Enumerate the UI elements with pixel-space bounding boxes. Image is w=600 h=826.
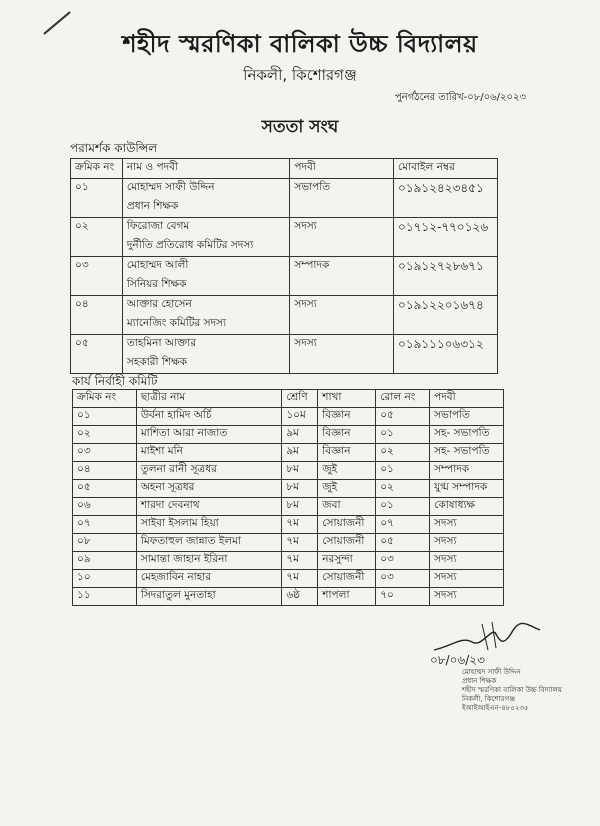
stamp-line: ইআইআইএন-৪৮৫২৩৫ — [462, 704, 529, 712]
cls-cell: ৮ম — [282, 462, 318, 480]
cls-cell: ৯ম — [282, 426, 318, 444]
mobile-cell-text: ০১৯১১১০৬৩১২ — [398, 337, 484, 351]
serial-cell-text: ০৫ — [75, 337, 89, 349]
role-cell-text: সদস্য — [294, 337, 317, 349]
table-row — [73, 408, 504, 426]
table-row — [73, 588, 504, 606]
designation-text: ম্যানেজিং কমিটির সদস্য — [126, 317, 227, 329]
sl-cell: ১১ — [73, 588, 137, 606]
sl-cell: ০২ — [73, 426, 137, 444]
designation-text: সিনিয়র শিক্ষক — [126, 278, 187, 290]
sec-cell: শাপলা — [318, 588, 376, 606]
name-cell — [122, 218, 289, 257]
school-address: নিকলী, কিশোরগঞ্জ — [243, 66, 357, 84]
role-cell — [290, 335, 394, 374]
role-cell: সহ- সভাপতি — [430, 444, 504, 462]
serial-cell-text: ০৪ — [75, 298, 89, 310]
cls-cell: ৭ম — [282, 516, 318, 534]
table-row — [73, 570, 504, 588]
name-cell: উর্বনা হামিদ অর্চি — [136, 408, 281, 426]
sl-cell: ০৭ — [73, 516, 137, 534]
cls-cell: ৮ম — [282, 498, 318, 516]
sec-cell: সোয়াজনী — [318, 570, 376, 588]
sec-cell: জুই — [318, 462, 376, 480]
cls-cell: ৭ম — [282, 534, 318, 552]
role-cell — [290, 257, 394, 296]
table-row — [71, 179, 498, 218]
serial-cell-text: ০২ — [75, 220, 89, 232]
table-header-row — [71, 159, 498, 179]
sec-cell: জুই — [318, 480, 376, 498]
role-cell — [290, 296, 394, 335]
col-header: পদবী — [430, 390, 504, 408]
signature-date: ০৮/০৬/২৩ — [430, 653, 485, 667]
table-row — [73, 462, 504, 480]
roll-cell: ০৩ — [376, 570, 430, 588]
serial-cell — [71, 257, 123, 296]
table-row — [71, 257, 498, 296]
mobile-cell — [394, 179, 498, 218]
roll-cell: ০১ — [376, 426, 430, 444]
sec-cell: সোয়াজনী — [318, 534, 376, 552]
table-header-row — [73, 390, 504, 408]
name-cell: সাইবা ইসলাম হিয়া — [136, 516, 281, 534]
name-cell-text: মোহাম্মদ আলী — [126, 259, 189, 271]
roll-cell: ০৫ — [376, 408, 430, 426]
name-cell: সামান্তা জাহান ইরিনা — [136, 552, 281, 570]
table-row — [73, 426, 504, 444]
cls-cell: ১০ম — [282, 408, 318, 426]
role-cell-text: সদস্য — [294, 220, 317, 232]
name-cell: মেহজাবিন নাহার — [136, 570, 281, 588]
role-cell: সদস্য — [430, 516, 504, 534]
sec-cell: বিজ্ঞান — [318, 408, 376, 426]
col-header: শাখা — [318, 390, 376, 408]
sec-cell: জবা — [318, 498, 376, 516]
mobile-cell — [394, 296, 498, 335]
col-header: নাম ও পদবী — [122, 159, 289, 179]
table-row — [73, 534, 504, 552]
reformed-date: পুনর্গঠনের তারিখ-০৮/০৬/২০২৩ — [394, 92, 526, 103]
stamp-line: প্রধান শিক্ষক — [462, 677, 497, 685]
name-cell: সিদরাতুল মুনতাহা — [136, 588, 281, 606]
role-cell: সদস্য — [430, 588, 504, 606]
name-cell-text: তাহমিনা আক্তার — [126, 337, 197, 349]
table-row — [73, 516, 504, 534]
sl-cell: ০৫ — [73, 480, 137, 498]
role-cell: সদস্য — [430, 570, 504, 588]
executive-label: কার্য নির্বাহী কমিটি — [72, 374, 158, 388]
col-header: ক্রমিক নং — [73, 390, 137, 408]
serial-cell-text: ০৩ — [75, 259, 89, 271]
sec-cell: বিজ্ঞান — [318, 426, 376, 444]
roll-cell: ০১ — [376, 498, 430, 516]
name-cell: মিফতাহুল জান্নাত ইলমা — [136, 534, 281, 552]
sec-cell: নরসুন্দা — [318, 552, 376, 570]
mobile-cell — [394, 218, 498, 257]
advisory-table — [70, 158, 498, 374]
roll-cell: ০১ — [376, 462, 430, 480]
name-cell: মাশিতা আরা নাজাত — [136, 426, 281, 444]
cls-cell: ৯ম — [282, 444, 318, 462]
col-header: শ্রেণি — [282, 390, 318, 408]
role-cell — [290, 218, 394, 257]
advisory-label: পরামর্শক কাউন্সিল — [70, 141, 158, 155]
sec-cell: সোয়াজনী — [318, 516, 376, 534]
serial-cell — [71, 335, 123, 374]
serial-cell — [71, 179, 123, 218]
document-title: সততা সংঘ — [261, 117, 339, 137]
name-cell: শারদা দেবনাথ — [136, 498, 281, 516]
roll-cell: ০২ — [376, 480, 430, 498]
roll-cell: ০২ — [376, 444, 430, 462]
cls-cell: ৮ম — [282, 480, 318, 498]
sl-cell: ০৩ — [73, 444, 137, 462]
table-row — [73, 552, 504, 570]
name-cell: অহনা সূত্রধর — [136, 480, 281, 498]
mobile-cell-text: ০১৯১২৭২৮৬৭১ — [398, 259, 484, 273]
col-header: রোল নং — [376, 390, 430, 408]
role-cell: সদস্য — [430, 552, 504, 570]
cls-cell: ৬ষ্ঠ — [282, 588, 318, 606]
mobile-cell-text: ০১৭১২-৭৭০১২৬ — [398, 220, 489, 234]
name-cell — [122, 335, 289, 374]
name-cell: মাইশা মনি — [136, 444, 281, 462]
serial-cell — [71, 218, 123, 257]
role-cell: সভাপতি — [430, 408, 504, 426]
designation-text: সহকারী শিক্ষক — [126, 356, 187, 368]
roll-cell: ০৫ — [376, 534, 430, 552]
roll-cell: ০৩ — [376, 552, 430, 570]
role-cell: সদস্য — [430, 534, 504, 552]
designation-text: প্রধান শিক্ষক — [126, 200, 179, 212]
name-cell-text: আক্তার হোসেন — [126, 298, 192, 310]
col-header: মোবাইল নম্বর — [394, 159, 498, 179]
cls-cell: ৭ম — [282, 570, 318, 588]
stamp-line: মোহাম্মদ সাফী উদ্দিন — [462, 668, 521, 676]
stamp-line: নিকলী, কিশোরগঞ্জ — [462, 695, 516, 703]
designation-text: দুর্নীতি প্রতিরোধ কমিটির সদস্য — [126, 239, 254, 251]
mobile-cell — [394, 257, 498, 296]
col-header: ছাত্রীর নাম — [136, 390, 281, 408]
table-row — [73, 480, 504, 498]
sl-cell: ০৪ — [73, 462, 137, 480]
name-cell — [122, 179, 289, 218]
mobile-cell-text: ০১৯১২২০১৬৭৪ — [398, 298, 484, 312]
table-row — [71, 296, 498, 335]
role-cell: সহ- সভাপতি — [430, 426, 504, 444]
roll-cell: ০৭ — [376, 516, 430, 534]
name-cell — [122, 257, 289, 296]
stamp-line: শহীদ স্মরণিকা বালিকা উচ্চ বিদ্যালয় — [462, 686, 562, 694]
roll-cell: ৭০ — [376, 588, 430, 606]
table-row — [71, 218, 498, 257]
table-row — [73, 498, 504, 516]
role-cell: সম্পাদক — [430, 462, 504, 480]
sl-cell: ০৮ — [73, 534, 137, 552]
name-cell-text: মোহাম্মদ সাফী উদ্দিন — [126, 181, 215, 193]
name-cell-text: ফিরোজা বেগম — [126, 220, 190, 232]
cls-cell: ৭ম — [282, 552, 318, 570]
sl-cell: ০১ — [73, 408, 137, 426]
role-cell-text: সম্পাদক — [294, 259, 330, 271]
sl-cell: ০৯ — [73, 552, 137, 570]
role-cell — [290, 179, 394, 218]
name-cell — [122, 296, 289, 335]
serial-cell — [71, 296, 123, 335]
mobile-cell-text: ০১৯১২৪২৩৪৫১ — [398, 181, 484, 195]
sl-cell: ০৬ — [73, 498, 137, 516]
role-cell-text: সভাপতি — [294, 181, 331, 193]
school-name: শহীদ স্মরণিকা বালিকা উচ্চ বিদ্যালয় — [122, 30, 478, 58]
serial-cell-text: ০১ — [75, 181, 89, 193]
sec-cell: বিজ্ঞান — [318, 444, 376, 462]
sl-cell: ১০ — [73, 570, 137, 588]
role-cell-text: সদস্য — [294, 298, 317, 310]
col-header: ক্রমিক নং — [71, 159, 123, 179]
col-header: পদবী — [290, 159, 394, 179]
role-cell: যুগ্ম সম্পাদক — [430, 480, 504, 498]
table-row — [73, 444, 504, 462]
mobile-cell — [394, 335, 498, 374]
table-row — [71, 335, 498, 374]
signature-stamp — [462, 668, 562, 713]
role-cell: কোষাধ্যক্ষ — [430, 498, 504, 516]
name-cell: তুলনা রানী সূত্রধর — [136, 462, 281, 480]
executive-table — [72, 389, 504, 606]
